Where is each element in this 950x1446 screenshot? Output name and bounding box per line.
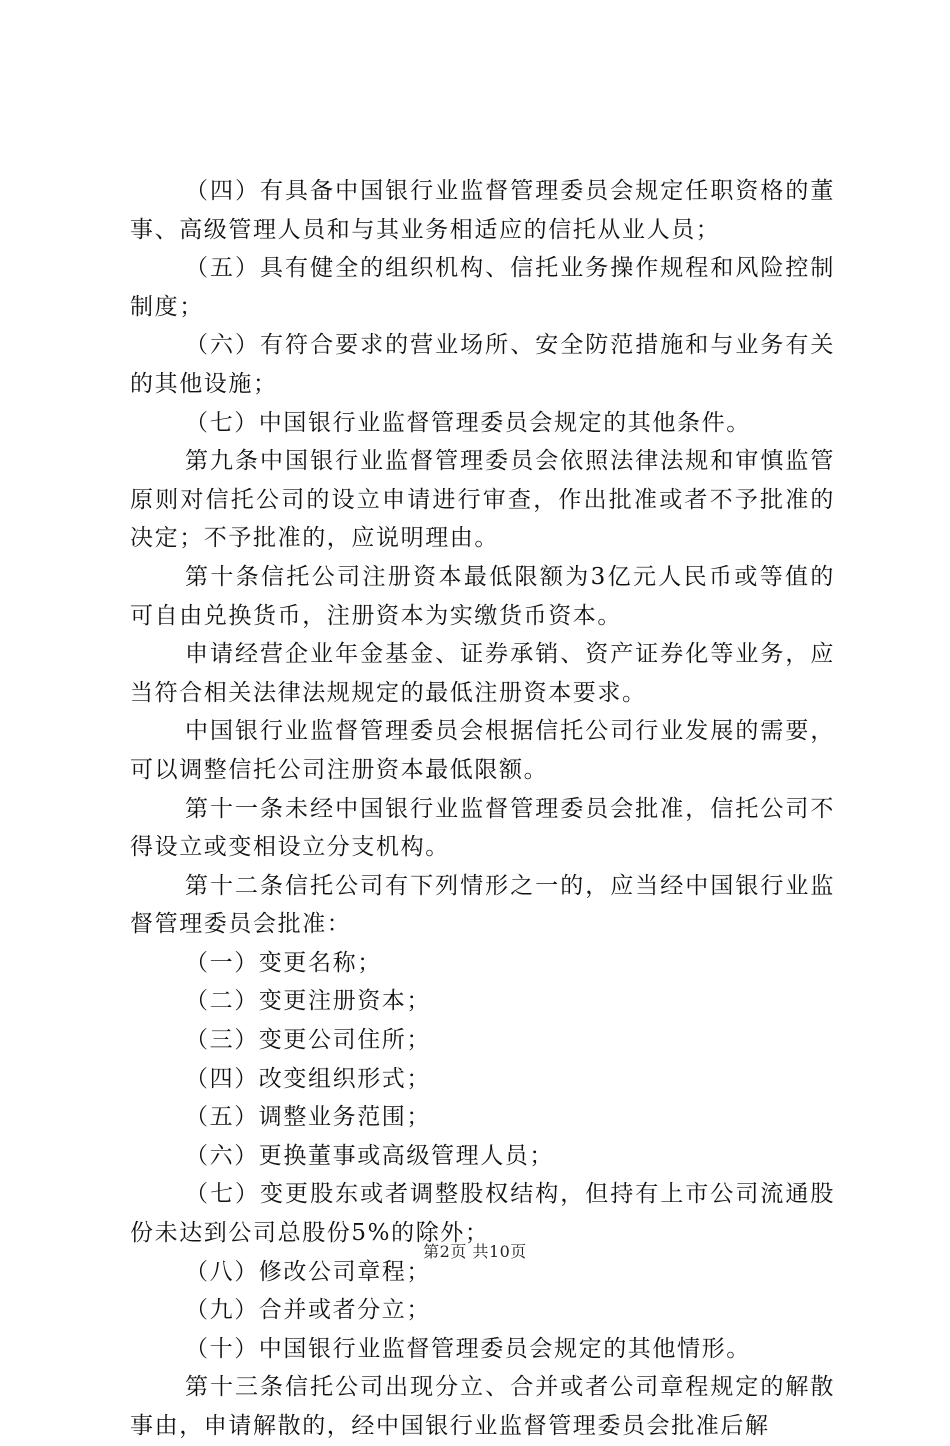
- paragraph-article-13: 第十三条信托公司出现分立、合并或者公司章程规定的解散事由，申请解散的，经中国银行业监督管理委员会批准后解: [130, 1374, 835, 1439]
- list-item-replace-directors: （六）更换董事或高级管理人员；: [185, 1142, 554, 1169]
- paragraph-requirement-7: （七）中国银行业监督管理委员会规定的其他条件。: [185, 409, 751, 436]
- list-item-other-circumstances: （十）中国银行业监督管理委员会规定的其他情形。: [185, 1335, 751, 1362]
- paragraph-article-11: 第十一条未经中国银行业监督管理委员会批准，信托公司不得设立或变相设立分支机构。: [130, 795, 835, 861]
- paragraph-article-10-capital-requirement: 申请经营企业年金基金、证券承销、资产证券化等业务，应当符合相关法律法规规定的最低注册资本要求。: [130, 641, 835, 706]
- paragraph-requirement-5: （五）具有健全的组织机构、信托业务操作规程和风险控制制度；: [130, 255, 835, 320]
- list-item-change-address: （三）变更公司住所；: [185, 1027, 431, 1054]
- list-item-adjust-scope: （五）调整业务范围；: [185, 1104, 431, 1131]
- list-item-change-name: （一）变更名称；: [185, 949, 382, 976]
- paragraph-article-9: 第九条中国银行业监督管理委员会依照法律法规和审慎监管原则对信托公司的设立申请进行审查，作出批准或者不予批准的决定；不予批准的，应说明理由。: [130, 448, 835, 552]
- list-item-merge-or-split: （九）合并或者分立；: [185, 1297, 431, 1324]
- paragraph-article-12: 第十二条信托公司有下列情形之一的，应当经中国银行业监督管理委员会批准：: [130, 872, 835, 938]
- paragraph-article-10-adjustment: 中国银行业监督管理委员会根据信托公司行业发展的需要，可以调整信托公司注册资本最低限额。: [130, 718, 835, 783]
- paragraph-article-10: 第十条信托公司注册资本最低限额为3亿元人民币或等值的可自由兑换货币，注册资本为实缴货币资本。: [130, 563, 835, 629]
- paragraph-requirement-6: （六）有符合要求的营业场所、安全防范措施和与业务有关的其他设施；: [130, 332, 835, 397]
- list-item-change-shareholders: （七）变更股东或者调整股权结构，但持有上市公司流通股份未达到公司总股份5%的除外；: [130, 1181, 835, 1247]
- paragraph-requirement-4: （四）有具备中国银行业监督管理委员会规定任职资格的董事、高级管理人员和与其业务相适应的信托从业人员；: [130, 178, 835, 243]
- list-item-change-form: （四）改变组织形式；: [185, 1065, 431, 1092]
- page-number-footer: 第2页 共10页: [423, 1242, 527, 1261]
- list-item-change-capital: （二）变更注册资本；: [185, 988, 431, 1015]
- list-item-amend-articles: （八）修改公司章程；: [185, 1258, 431, 1285]
